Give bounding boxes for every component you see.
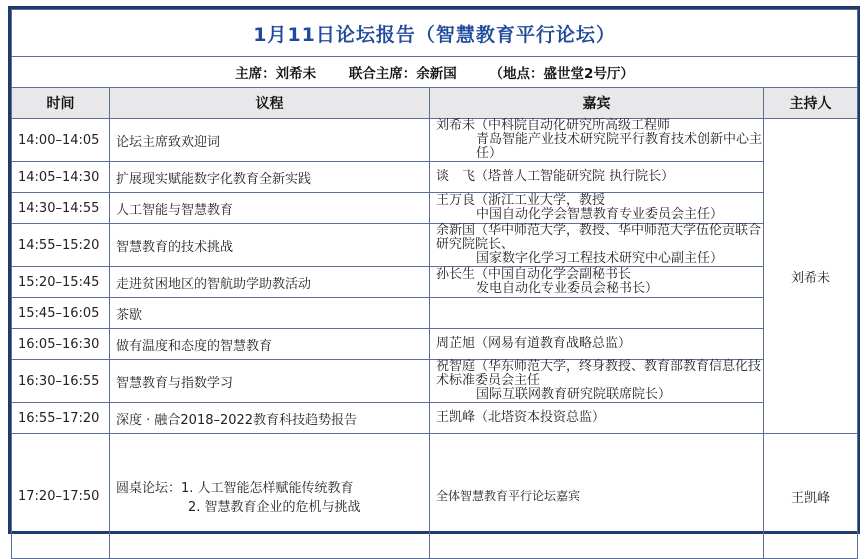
table-row bbox=[12, 403, 858, 434]
row-guest bbox=[430, 224, 764, 267]
roundtable-row bbox=[12, 434, 858, 559]
row-guest bbox=[430, 162, 764, 193]
table-row bbox=[12, 298, 858, 329]
table-row bbox=[12, 329, 858, 360]
guest-line: 孙长生（中国自动化学会副秘书长 bbox=[436, 267, 632, 282]
row-topic: 人工智能与智慧教育 bbox=[110, 193, 430, 224]
agenda-frame bbox=[8, 6, 860, 534]
table-row bbox=[12, 119, 858, 162]
table-row bbox=[12, 224, 858, 267]
row-guest bbox=[430, 403, 764, 434]
guest-line: 祝智庭（华东师范大学，终身教授、教育部教育信息化技术标准委员会主任 bbox=[436, 359, 762, 388]
guest-line: 余新国（华中师范大学，教授、华中师范大学伍伦贡联合研究院院长、 bbox=[436, 223, 762, 252]
row-topic: 茶歇 bbox=[110, 298, 430, 329]
header-host: 主持人 bbox=[764, 88, 858, 119]
row-guest bbox=[430, 298, 764, 329]
guest-line: 中国自动化学会智慧教育专业委员会主任） bbox=[476, 207, 724, 222]
row-time: 14:05–14:30 bbox=[12, 162, 110, 193]
guest-line: 谈 飞（塔普人工智能研究院 执行院长） bbox=[436, 169, 675, 184]
row-time: 14:00–14:05 bbox=[12, 119, 110, 162]
guest-line: 国家数字化学习工程技术研究中心副主任） bbox=[476, 251, 724, 266]
row-topic: 论坛主席致欢迎词 bbox=[110, 119, 430, 162]
agenda-table bbox=[11, 9, 858, 559]
guest-line: 国际互联网教育研究院联席院长） bbox=[476, 387, 672, 402]
row-time: 16:55–17:20 bbox=[12, 403, 110, 434]
roundtable-guest: 全体智慧教育平行论坛嘉宾 bbox=[430, 434, 764, 559]
row-time: 16:05–16:30 bbox=[12, 329, 110, 360]
host-cell: 刘希未 bbox=[764, 119, 858, 434]
roundtable-topic-line: 圆桌论坛：1. 人工智能怎样赋能传统教育 bbox=[116, 481, 354, 496]
guest-line: 王凯峰（北塔资本投资总监） bbox=[436, 410, 606, 425]
row-topic: 扩展现实赋能数字化教育全新实践 bbox=[110, 162, 430, 193]
table-row bbox=[12, 162, 858, 193]
row-guest bbox=[430, 267, 764, 298]
row-time: 14:30–14:55 bbox=[12, 193, 110, 224]
guest-line: 发电自动化专业委员会秘书长） bbox=[476, 281, 659, 296]
page-title: 1月11日论坛报告（智慧教育平行论坛） bbox=[12, 10, 858, 57]
row-time: 16:30–16:55 bbox=[12, 360, 110, 403]
row-time: 14:55–15:20 bbox=[12, 224, 110, 267]
row-guest bbox=[430, 119, 764, 162]
table-row bbox=[12, 193, 858, 224]
row-guest bbox=[430, 329, 764, 360]
header-time: 时间 bbox=[12, 88, 110, 119]
co-chair-label: 联合主席：余新国 bbox=[348, 66, 457, 82]
guest-line: 青岛智能产业技术研究院平行教育技术创新中心主任） bbox=[476, 132, 763, 161]
roundtable-topic-line: 2. 智慧教育企业的危机与挑战 bbox=[188, 500, 361, 515]
header-topic: 议程 bbox=[110, 88, 430, 119]
table-row bbox=[12, 360, 858, 403]
row-guest bbox=[430, 193, 764, 224]
guest-line: 刘希未（中科院自动化研究所高级工程师 bbox=[436, 118, 671, 133]
header-row bbox=[12, 88, 858, 119]
row-topic: 走进贫困地区的智航助学助教活动 bbox=[110, 267, 430, 298]
row-topic: 深度 · 融合2018–2022教育科技趋势报告 bbox=[110, 403, 430, 434]
row-topic: 智慧教育的技术挑战 bbox=[110, 224, 430, 267]
row-time: 15:45–16:05 bbox=[12, 298, 110, 329]
row-guest bbox=[430, 360, 764, 403]
header-guest: 嘉宾 bbox=[430, 88, 764, 119]
table-row bbox=[12, 267, 858, 298]
roundtable-topic bbox=[110, 434, 430, 559]
guest-line: 王万良（浙江工业大学，教授 bbox=[436, 193, 606, 208]
row-time: 15:20–15:45 bbox=[12, 267, 110, 298]
location-label: （地点：盛世堂2号厅） bbox=[489, 66, 634, 82]
row-topic: 做有温度和态度的智慧教育 bbox=[110, 329, 430, 360]
chair-label: 主席：刘希未 bbox=[235, 66, 317, 82]
subtitle-row bbox=[12, 57, 858, 88]
roundtable-time: 17:20–17:50 bbox=[12, 434, 110, 559]
guest-line: 周芷旭（网易有道教育战略总监） bbox=[436, 336, 632, 351]
row-topic: 智慧教育与指数学习 bbox=[110, 360, 430, 403]
roundtable-host: 王凯峰 bbox=[764, 434, 858, 559]
